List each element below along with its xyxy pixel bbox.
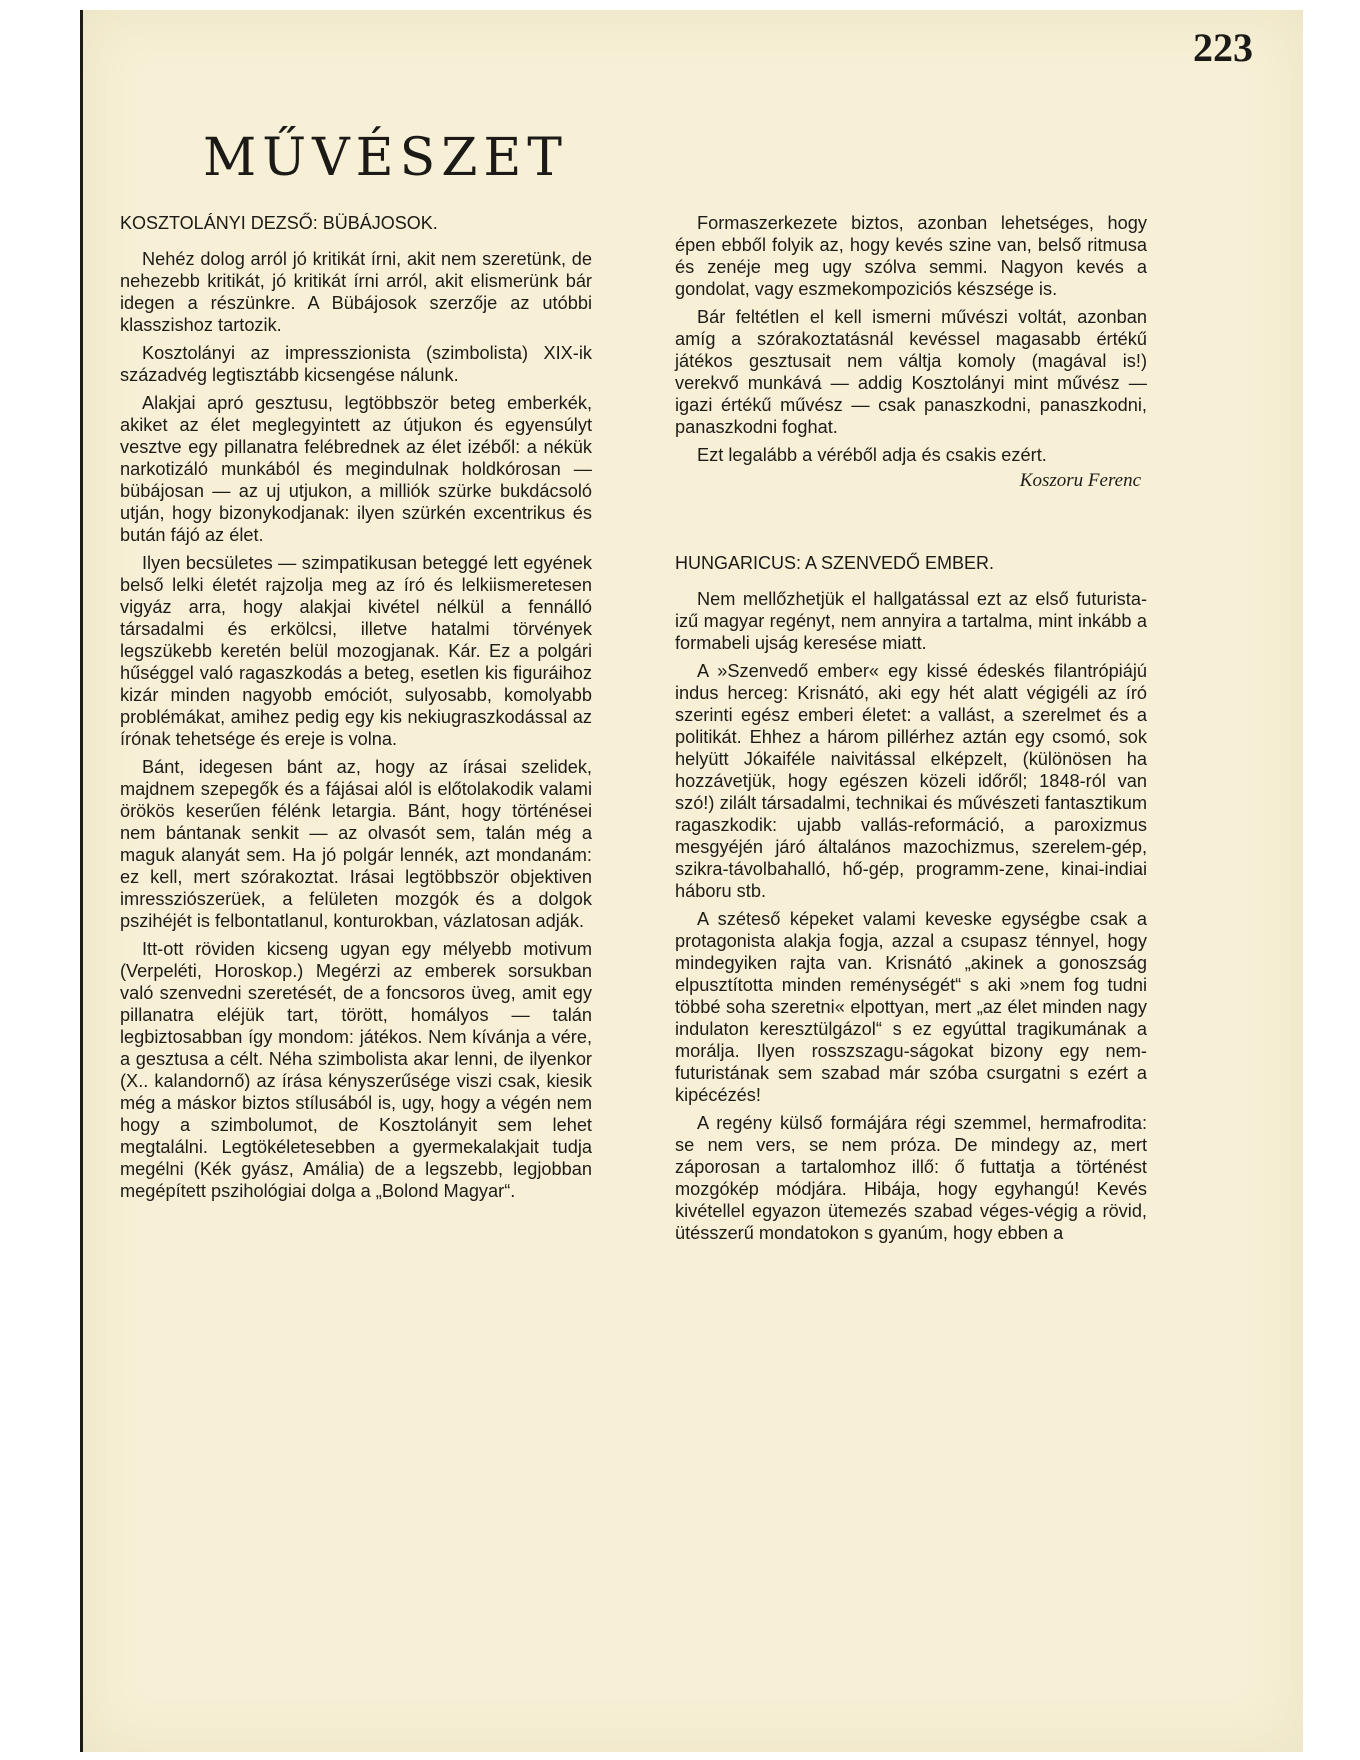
section-spacer [675, 492, 1147, 552]
section-title: MŰVÉSZET [203, 128, 568, 188]
paragraph: A regény külső formájára régi szemmel, hermafrodita: se nem vers, se nem próza. De mindegy az, mert záporosan a tartalomhoz illő: ő futtatja a történést mozgókép módjára. Hibája, hogy egyhangú! Kevés kivétellel egyazon ütemezés szabad véges-végig a rövid, ütésszerű mondatokon s gyanúm, hogy ebben a [675, 1113, 1147, 1243]
paragraph: Nem mellőzhetjük el hallgatással ezt az első futurista-izű magyar regényt, nem annyira a tartalma, mint inkább a formabeli ujság keresése miatt. [675, 589, 1147, 653]
paragraph: Ezt legalább a véréből adja és csakis ezért. [697, 445, 1047, 465]
paragraph: Bánt, idegesen bánt az, hogy az írásai szelidek, majdnem szepegők és a fájásai alól is előtolakodik valami örökös keserűen félénk letargia. Bánt, hogy történései nem bántanak senkit — az olvasót sem, talán még a maguk alanyát sem. Ha jó polgár lennék, azt mondanám: ez kell, mert szórakoztat. Irásai legtöbbször objektiven imressziószerüek, a felületen mozgók és a dolgok pszihéjét is felbontatlanul, konturokban, vázlatosan adják. [120, 757, 592, 931]
paragraph: Kosztolányi az impresszionista (szimbolista) XIX-ik századvég legtisztább kicsengése nálunk. [120, 343, 592, 385]
paragraph: Itt-ott röviden kicseng ugyan egy mélyebb motivum (Verpeléti, Horoskop.) Megérzi az emberek sorsukban való szenvedni szeretését, de a foncsoros üveg, amit egy pillanatra eléjük tart, törött, homályos — talán legbiztosabban így mondom: játékos. Nem kívánja a vére, a gesztusa a célt. Néha szimbolista akar lenni, de ilyenkor (X.. kalandornő) az írása kényszerűsége viszi csak, kiesik még a máskor biztos stílusából is, ugy, hogy a végén nem hogy a szimbolumot, de Kosztolányit sem lehet megtalálni. Legtökéletesebben a gyermekalakjait tudja megélni (Kék gyász, Amália) de a legszebb, legjobban megépített pszihológiai dolga a „Bolond Magyar“. [120, 939, 592, 1201]
article-heading-szenvedo-ember: HUNGARICUS: A SZENVEDŐ EMBER. [675, 553, 995, 573]
paragraph: A széteső képeket valami keveske egységbe csak a protagonista alakja fogja, azzal a csupasz ténnyel, hogy mindegyiken rajta van. Krisnátó „akinek a gonoszság elpusztította minden reménységét“ s aki »nem fog tudni többé soha szeretni« elpottyan, mert „az élet minden nagy indulaton keresztülgázol“ s ez egyúttal tragikumának a morálja. Ilyen rosszszagu-ságokat bizony egy nem-futuristának sem szabad már szóba csurgatni s ezért a kipécézés! [675, 909, 1147, 1105]
paragraph: Formaszerkezete biztos, azonban lehetséges, hogy épen ebből folyik az, hogy kevés szine van, belső ritmusa és zenéje meg ugy szólva semmi. Nagyon kevés a gondolat, vagy eszmekompoziciós készsége is. [675, 213, 1147, 299]
article-heading-bubajosok: KOSZTOLÁNYI DEZSŐ: BÜBÁJOSOK. [120, 213, 438, 233]
page-number: 223 [1193, 25, 1253, 70]
left-column [120, 212, 592, 1208]
paragraph: Ilyen becsületes — szimpatikusan beteggé lett egyének belső lelki életét rajzolja meg az író és lelkiismeretesen vigyáz arra, hogy alakjai kivétel nélkül a fennálló társadalmi és erkölcsi, illetve hatalmi törvények legszükebb keretén belül mozogjanak. Kár. Ez a polgári hűséggel való ragaszkodás a beteg, esetlen kis figuráihoz kizár minden nagyobb emóciót, sulyosabb, komolyabb problémákat, amihez pedig egy kis nekiugraszkodással az írónak tehetsége és ereje is volna. [120, 553, 592, 749]
paragraph: A »Szenvedő ember« egy kissé édeskés filantrópiájú indus herceg: Krisnátó, aki egy hét alatt végigéli az író szerinti egész emberi életet: a vallást, a szerelmet és a politikát. Ehhez a három pillérhez aztán egy csomó, sok helyütt Jókaiféle naivitással elképzelt, (különösen ha hozzávetjük, hogy egészen közeli időről; 1848-ról van szó!) zilált társadalmi, technikai és művészeti fantasztikum ragaszkodik: ujabb vallás-reformáció, a paroxizmus mesgyéjén járó általános mazochizmus, szerelem-gép, szikra-távolbahalló, hő-gép, programm-zene, kinai-indiai háboru stb. [675, 661, 1147, 901]
paragraph: Nehéz dolog arról jó kritikát írni, akit nem szeretünk, de nehezebb kritikát, jó kritikát írni arról, akit elismerünk bár idegen a részünkre. A Bübájosok szerzője az utóbbi klasszishoz tartozik. [120, 249, 592, 335]
author-signature: Koszoru Ferenc [1019, 470, 1141, 491]
right-column [675, 212, 1147, 1250]
paragraph: Bár feltétlen el kell ismerni művészi voltát, azonban amíg a szórakoztatásnál kevéssel magasabb értékű játékos gesztusait nem váltja komoly (magával is!) verekvő munkává — addig Kosztolányi mint művész — igazi értékű művész — csak panaszkodni, panaszkodni, panaszkodni foghat. [675, 307, 1147, 437]
paragraph: Alakjai apró gesztusu, legtöbbször beteg emberkék, akiket az élet meglegyintett az útjukon és egyensúlyt vesztve egy pillanatra felébrednek az élet izéből: a nékük narkotizáló munkából és megindulnak holdkórosan — bübájosan — az uj utjukon, a milliók szürke bukdácsoló utján, hogy bizonykodjanak: ilyen szürkén excentrikus és bután fájó az élet. [120, 393, 592, 545]
